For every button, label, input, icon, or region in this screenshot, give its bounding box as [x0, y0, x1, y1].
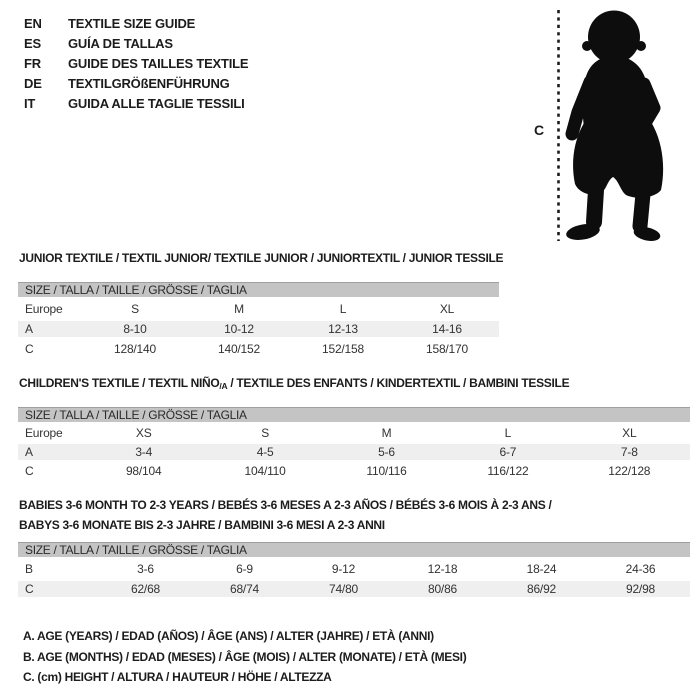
table-cell: 12-18 — [427, 562, 458, 576]
toddler-silhouette-icon — [556, 8, 692, 246]
table-cell: 158/170 — [426, 342, 468, 356]
guide-title: TEXTILE SIZE GUIDE — [68, 16, 196, 32]
language-row-it — [24, 93, 248, 113]
row-label: Europe — [25, 426, 63, 440]
table-cell: 98/104 — [125, 464, 162, 478]
table-row-height — [18, 581, 690, 597]
children-size-table — [18, 407, 690, 479]
size-header-row: SIZE / TALLA / TAILLE / GRÖSSE / TAGLIA — [18, 407, 690, 422]
row-label: C — [25, 582, 34, 596]
language-code: IT — [24, 95, 36, 111]
table-cell: 80/86 — [427, 582, 458, 596]
table-cell: 4-5 — [256, 445, 274, 459]
title-line-1: BABIES 3-6 MONTH TO 2-3 YEARS / BEBÉS 3-6 MESES A 2-3 AÑOS / BÉBÉS 3-6 MOIS À 2-3 ANS / — [19, 498, 552, 512]
table-row-months — [18, 561, 690, 577]
table-cell: L — [504, 426, 512, 440]
table-row-age — [18, 444, 690, 460]
table-row-age — [18, 321, 499, 337]
title-text: CHILDREN'S TEXTILE / TEXTIL NIÑO — [19, 376, 220, 390]
table-cell: 14-16 — [432, 322, 462, 336]
table-cell: 104/110 — [244, 464, 286, 478]
table-row-europe — [18, 301, 499, 317]
height-measure-label: C — [534, 122, 545, 138]
table-cell: 140/152 — [218, 342, 260, 356]
guide-title: GUÍA DE TALLAS — [68, 36, 173, 52]
title-line-2: BABYS 3-6 MONATE BIS 2-3 JAHRE / BAMBINI 3-6 MESI A 2-3 ANNI — [19, 518, 385, 532]
size-header-row: SIZE / TALLA / TAILLE / GRÖSSE / TAGLIA — [18, 542, 690, 557]
table-cell: M — [381, 426, 392, 440]
footnote-legend — [23, 626, 466, 688]
language-code: ES — [24, 36, 41, 52]
table-cell: 128/140 — [114, 342, 156, 356]
table-row-europe — [18, 425, 690, 441]
babies-table-title — [19, 495, 551, 535]
guide-title: GUIDE DES TAILLES TEXTILE — [68, 55, 249, 71]
row-label: B — [25, 562, 33, 576]
row-label: C — [25, 464, 34, 478]
table-cell: 74/80 — [328, 582, 359, 596]
table-cell: 110/116 — [366, 464, 407, 478]
table-cell: 3-6 — [137, 562, 154, 576]
table-cell: 18-24 — [526, 562, 557, 576]
table-cell: XS — [135, 426, 152, 440]
table-cell: 6-7 — [499, 445, 517, 459]
language-row-fr — [24, 54, 248, 74]
language-row-de — [24, 73, 248, 93]
table-cell: 152/158 — [322, 342, 364, 356]
table-cell: 68/74 — [229, 582, 260, 596]
row-label: C — [25, 342, 34, 356]
table-cell: S — [261, 426, 269, 440]
language-row-es — [24, 34, 248, 54]
language-row-en — [24, 14, 248, 34]
table-cell: 6-9 — [236, 562, 253, 576]
table-cell: 10-12 — [224, 322, 254, 336]
footnote-age-months: B. AGE (MONTHS) / EDAD (MESES) / ÂGE (MOIS) / ALTER (MONATE) / ETÀ (MESI) — [23, 649, 467, 664]
table-cell: M — [234, 302, 244, 316]
table-cell: 116/122 — [487, 464, 529, 478]
table-cell: L — [339, 302, 347, 316]
babies-size-table — [18, 542, 690, 597]
table-cell: 12-13 — [328, 322, 358, 336]
size-header-row: SIZE / TALLA / TAILLE / GRÖSSE / TAGLIA — [18, 282, 499, 297]
table-cell: 62/68 — [130, 582, 161, 596]
table-row-height — [18, 463, 690, 479]
table-cell: S — [131, 302, 139, 316]
footnote-age-years: A. AGE (YEARS) / EDAD (AÑOS) / ÂGE (ANS) / ALTER (JAHRE) / ETÀ (ANNI) — [23, 629, 434, 643]
language-code: FR — [24, 55, 41, 71]
table-cell: XL — [622, 426, 637, 440]
table-cell: 5-6 — [378, 445, 395, 459]
children-table-title — [19, 376, 569, 394]
junior-size-table — [18, 282, 499, 357]
junior-table-title: JUNIOR TEXTILE / TEXTIL JUNIOR/ TEXTILE JUNIOR / JUNIORTEXTIL / JUNIOR TESSILE — [19, 251, 504, 265]
table-row-height — [18, 341, 499, 357]
row-label: Europe — [25, 302, 63, 316]
title-subscript: /A — [219, 381, 228, 391]
row-label: A — [25, 322, 33, 336]
footnote-height-cm: C. (cm) HEIGHT / ALTURA / HAUTEUR / HÖHE / ALTEZZA — [23, 670, 332, 684]
table-cell: 8-10 — [123, 322, 147, 336]
title-text: / TEXTILE DES ENFANTS / KINDERTEXTIL / BAMBINI TESSILE — [227, 376, 570, 390]
table-cell: 92/98 — [625, 582, 656, 596]
table-cell: 7-8 — [620, 445, 638, 459]
table-cell: 3-4 — [135, 445, 153, 459]
table-cell: 24-36 — [625, 562, 656, 576]
row-label: A — [25, 445, 33, 459]
table-cell: XL — [439, 302, 455, 316]
table-cell: 122/128 — [608, 464, 651, 478]
language-title-list — [24, 14, 248, 113]
table-cell: 86/92 — [526, 582, 557, 596]
table-cell: 9-12 — [331, 562, 356, 576]
guide-title: TEXTILGRÖßENFÜHRUNG — [68, 75, 230, 91]
language-code: EN — [24, 16, 42, 32]
height-measure-figure — [530, 8, 692, 246]
language-code: DE — [24, 75, 42, 91]
guide-title: GUIDA ALLE TAGLIE TESSILI — [68, 95, 245, 111]
